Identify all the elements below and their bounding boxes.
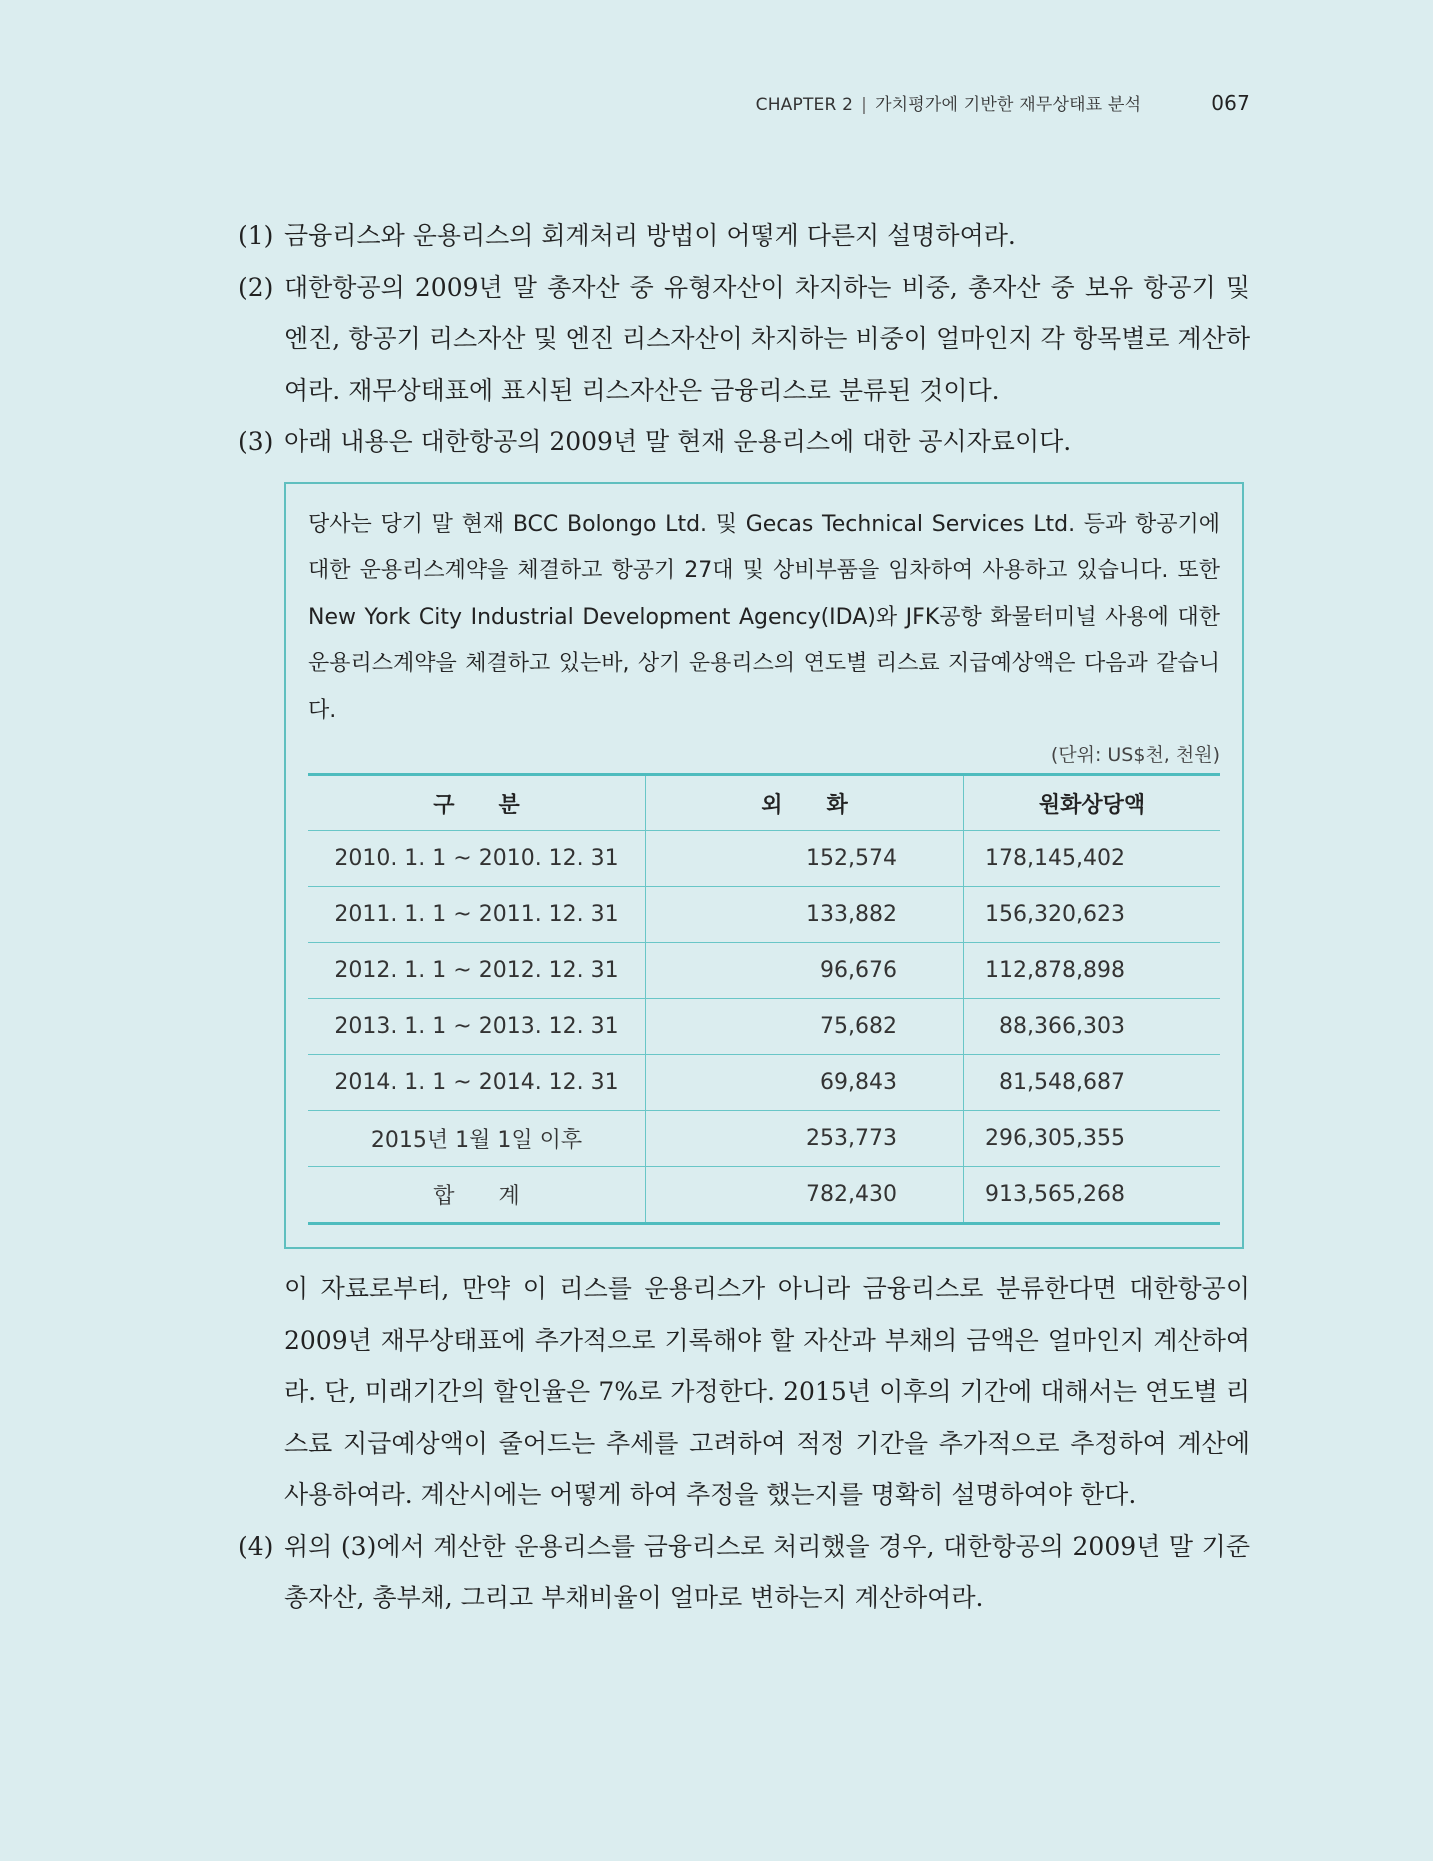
question-2 [238, 262, 1250, 417]
question-text: 대한항공의 2009년 말 총자산 중 유형자산이 차지하는 비중, 총자산 중 보유 항공기 및 엔진, 항공기 리스자산 및 엔진 리스자산이 차지하는 비중이 얼마인지 각 항목별로 계산하여라. 재무상태표에 표시된 리스자산은 금융리스로 분류된 것이다. [284, 272, 1250, 405]
disclosure-box [284, 482, 1244, 1250]
table-row [308, 831, 1220, 887]
question-number: (3) [238, 427, 274, 456]
chapter-label: CHAPTER 2 [755, 95, 854, 115]
lease-payment-table [308, 773, 1220, 1225]
cell-foreign: 253,773 [646, 1111, 964, 1167]
cell-krw: 88,366,303 [964, 999, 1221, 1055]
cell-krw: 296,305,355 [964, 1111, 1221, 1167]
cell-foreign: 152,574 [646, 831, 964, 887]
table-row [308, 1055, 1220, 1111]
cell-total-foreign: 782,430 [646, 1167, 964, 1224]
unit-note: (단위: US$천, 천원) [1050, 744, 1220, 766]
column-header-period: 구 분 [308, 775, 646, 831]
question-number: (4) [238, 1531, 274, 1561]
cell-total-krw: 913,565,268 [964, 1167, 1221, 1224]
question-text: 위의 (3)에서 계산한 운용리스를 금융리스로 처리했을 경우, 대한항공의 2009년 말 기준 총자산, 총부채, 그리고 부채비율이 얼마로 변하는지 계산하여라. [284, 1531, 1250, 1612]
question-4 [238, 1521, 1250, 1624]
cell-foreign: 96,676 [646, 943, 964, 999]
question-number: (1) [238, 221, 274, 250]
question-text: 금융리스와 운용리스의 회계처리 방법이 어떻게 다른지 설명하여라. [284, 221, 1016, 250]
cell-period: 2012. 1. 1 ~ 2012. 12. 31 [308, 943, 646, 999]
table-header-row [308, 775, 1220, 831]
page-number: 067 [1211, 91, 1250, 115]
cell-period: 2010. 1. 1 ~ 2010. 12. 31 [308, 831, 646, 887]
cell-period: 2015년 1월 1일 이후 [308, 1111, 646, 1167]
question-1 [238, 210, 1250, 262]
question-text: 아래 내용은 대한항공의 2009년 말 현재 운용리스에 대한 공시자료이다. [284, 427, 1072, 456]
cell-krw: 112,878,898 [964, 943, 1221, 999]
table-total-row [308, 1167, 1220, 1224]
page-body [238, 210, 1250, 1624]
cell-period: 2013. 1. 1 ~ 2013. 12. 31 [308, 999, 646, 1055]
column-header-foreign: 외 화 [646, 775, 964, 831]
column-header-krw: 원화상당액 [964, 775, 1221, 831]
cell-krw: 81,548,687 [964, 1055, 1221, 1111]
table-row [308, 943, 1220, 999]
table-row [308, 999, 1220, 1055]
question-number: (2) [238, 272, 274, 302]
cell-krw: 178,145,402 [964, 831, 1221, 887]
cell-foreign: 133,882 [646, 887, 964, 943]
cell-period: 2014. 1. 1 ~ 2014. 12. 31 [308, 1055, 646, 1111]
disclosure-text: 당사는 당기 말 현재 BCC Bolongo Ltd. 및 Gecas Technical Services Ltd. 등과 항공기에 대한 운용리스계약을 체결하고 항공기 27대 및 상비부품을 임차하여 사용하고 있습니다. 또한 New York City Industrial Development Agency(IDA)와 JFK공항 화물터미널 사용에 대한 운용리스계약을 체결하고 있는바, 상기 운용리스의 연도별 리스료 지급예상액은 다음과 같습니다. [308, 511, 1220, 723]
table-row [308, 887, 1220, 943]
cell-total-label: 합 계 [308, 1167, 646, 1224]
chapter-title: 가치평가에 기반한 재무상태표 분석 [875, 95, 1142, 115]
question-3-continuation: 이 자료로부터, 만약 이 리스를 운용리스가 아니라 금융리스로 분류한다면 대한항공이 2009년 재무상태표에 추가적으로 기록해야 할 자산과 부채의 금액은 얼마인지 계산하여라. 단, 미래기간의 할인율은 7%로 가정한다. 2015년 이후의 기간에 대해서는 연도별 리스료 지급예상액이 줄어드는 추세를 고려하여 적정 기간을 추가적으로 추정하여 계산에 사용하여라. 계산시에는 어떻게 하여 추정을 했는지를 명확히 설명하여야 한다. [284, 1274, 1250, 1509]
running-header [756, 90, 1250, 115]
cell-foreign: 69,843 [646, 1055, 964, 1111]
cell-period: 2011. 1. 1 ~ 2011. 12. 31 [308, 887, 646, 943]
cell-foreign: 75,682 [646, 999, 964, 1055]
cell-krw: 156,320,623 [964, 887, 1221, 943]
table-row [308, 1111, 1220, 1167]
header-separator: | [861, 95, 868, 115]
question-3 [238, 416, 1250, 468]
